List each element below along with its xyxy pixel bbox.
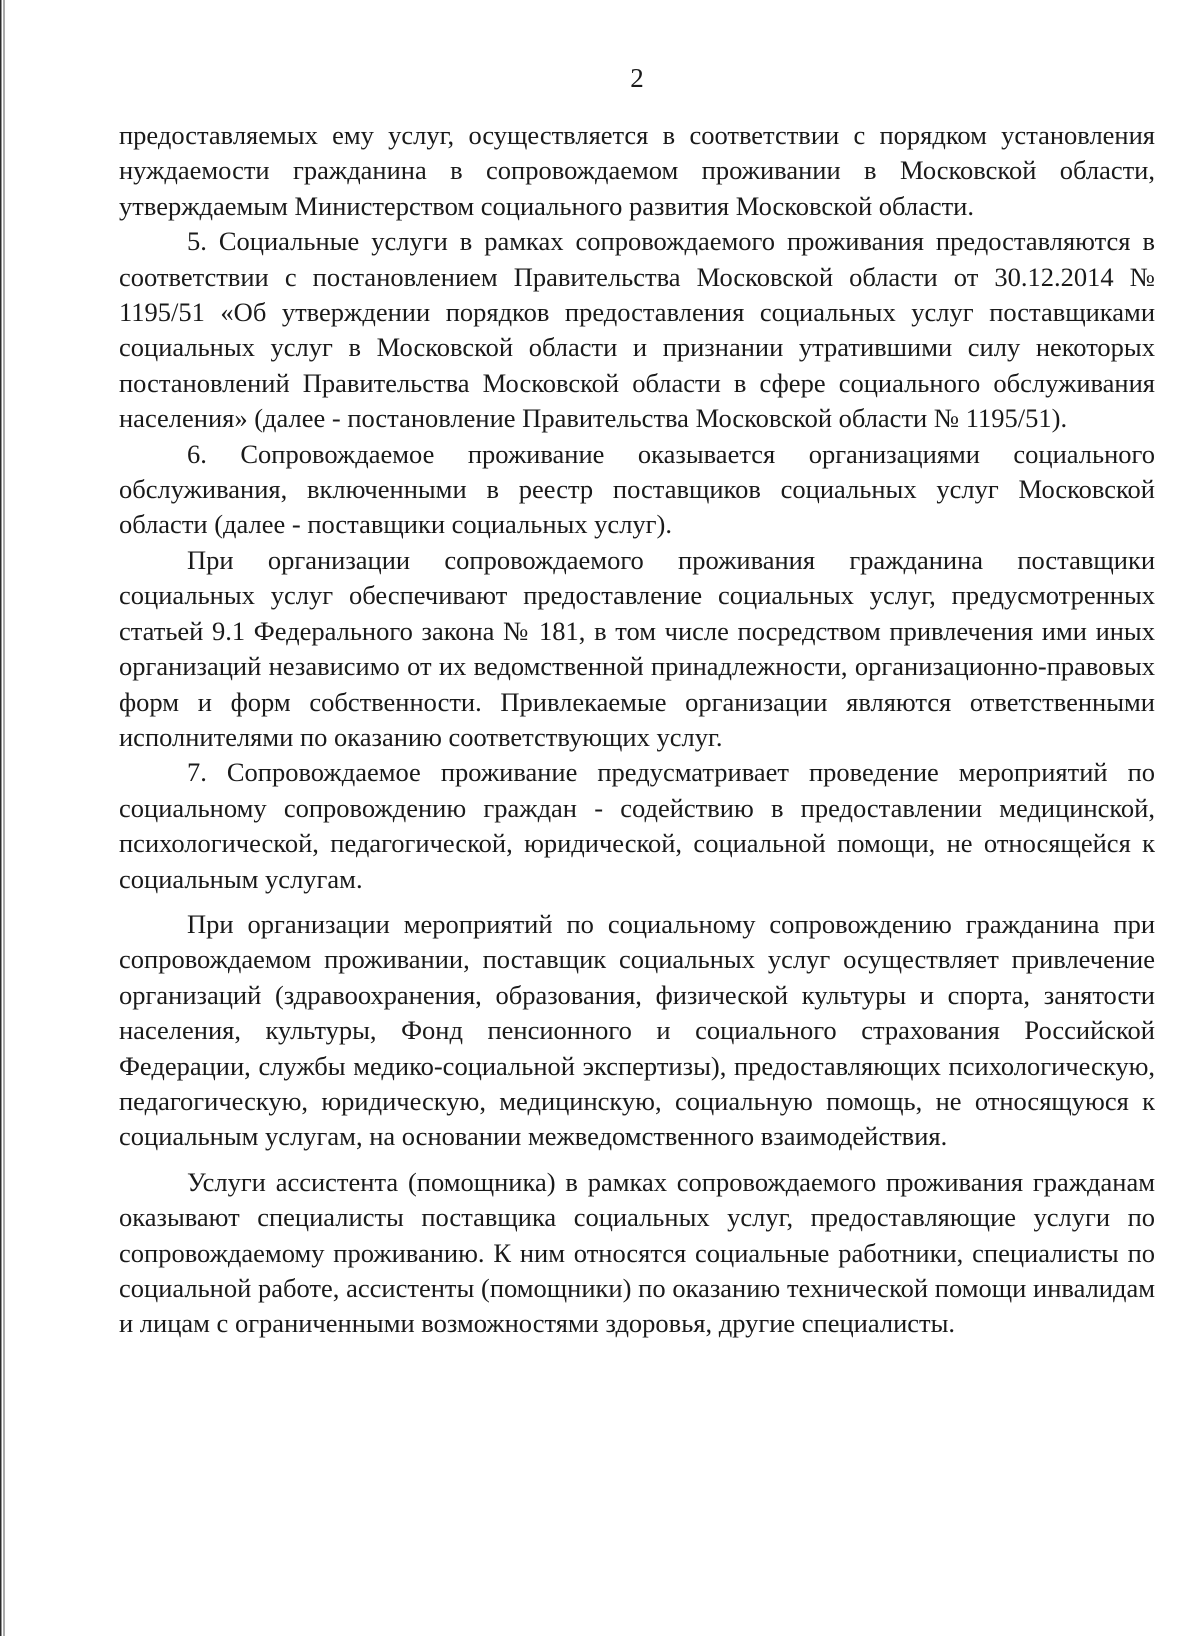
paragraph-item-7-organizations: При организации мероприятий по социальному сопровождению гражданина при сопровождаемом проживании, поставщик социальных услуг осуществляет привлечение организаций (здравоохранения, образования, физической культуры и спорта, занятости населения, культуры, Фонд пенсионного и социального страхования Российской Федерации, службы медико-социальной экспертизы), предоставляющих психологическую, педагогическую, юридическую, медицинскую, социальную помощь, не относящуюся к социальным услугам, на основании межведомственного взаимодействия. xyxy=(119,908,1155,1152)
paragraph-item-7: 7. Сопровождаемое проживание предусматривает проведение мероприятий по социальному сопровождению граждан - содействию в предоставлении медицинской, психологической, педагогической, юридической, социальной помощи, не относящейся к социальным услугам. xyxy=(119,757,1155,894)
page-number: 2 xyxy=(630,63,644,93)
paragraph-intro-continuation: предоставляемых ему услуг, осуществляется в соответствии с порядком установления нуждаемости гражданина в сопровождаемом проживании в Московской области, утверждаемым Министерством социального развития Московской области. xyxy=(119,120,1155,221)
document-page xyxy=(119,62,1155,1342)
paragraph-item-7-assistant: Услуги ассистента (помощника) в рамках сопровождаемого проживания гражданам оказывают специалисты поставщика социальных услуг, предоставляющие услуги по сопровождаемому проживанию. К ним относятся социальные работники, специалисты по социальной работе, ассистенты (помощники) по оказанию технической помощи инвалидам и лицам с ограниченными возможностями здоровья, другие специалисты. xyxy=(119,1166,1155,1339)
paragraph-item-5: 5. Социальные услуги в рамках сопровождаемого проживания предоставляются в соответствии с постановлением Правительства Московской области от 30.12.2014 № 1195/51 «Об утверждении порядков предоставления социальных услуг поставщиками социальных услуг в Московской области и признании утратившими силу некоторых постановлений Правительства Московской области в сфере социального обслуживания населения» (далее - постановление Правительства Московской области № 1195/51). xyxy=(119,226,1155,434)
scan-edge xyxy=(0,0,5,1636)
paragraph-item-6: 6. Сопровождаемое проживание оказывается организациями социального обслуживания, включенными в реестр поставщиков социальных услуг Московской области (далее - поставщики социальных услуг). xyxy=(119,438,1155,540)
paragraph-item-6-providers: При организации сопровождаемого проживания гражданина поставщики социальных услуг обеспечивают предоставление социальных услуг, предусмотренных статьей 9.1 Федерального закона № 181, в том числе посредством привлечения ими иных организаций независимо от их ведомственной принадлежности, организационно-правовых форм и форм собственности. Привлекаемые организации являются ответственными исполнителями по оказанию соответствующих услуг. xyxy=(119,544,1155,752)
